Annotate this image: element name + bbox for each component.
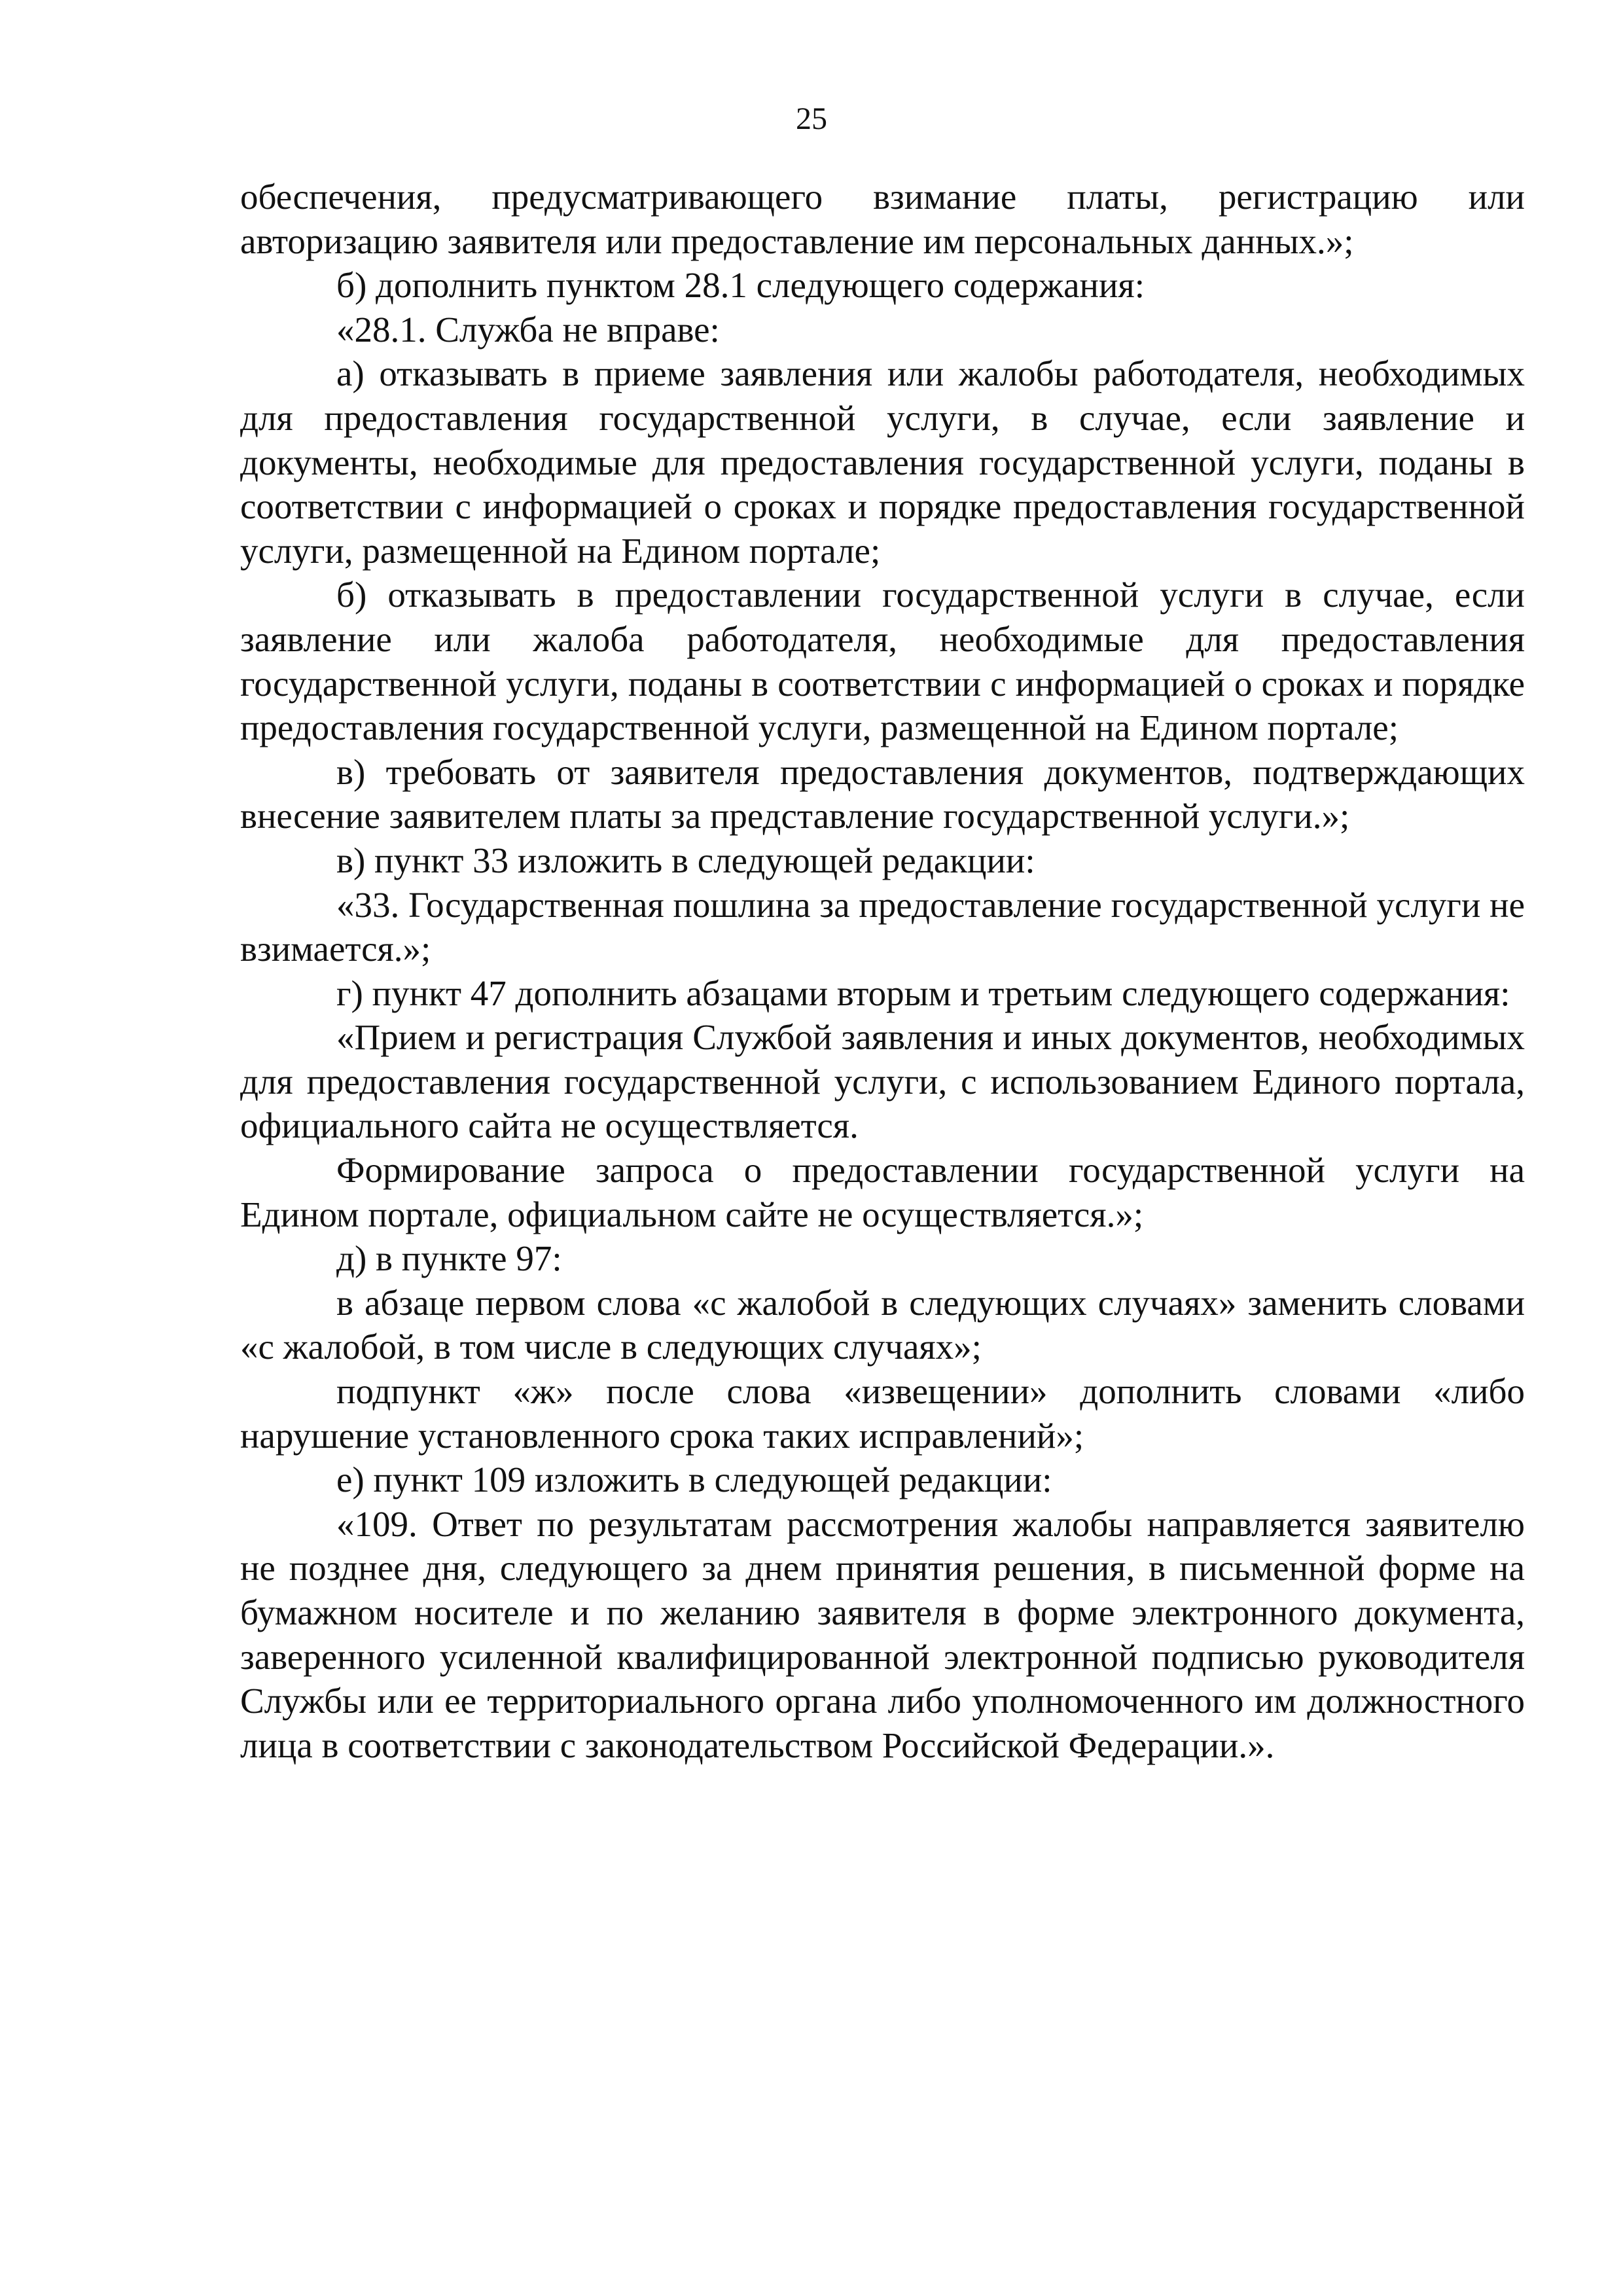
page-number: 25 xyxy=(796,101,827,136)
paragraph: в абзаце первом слова «с жалобой в следующих случаях» заменить словами «с жалобой, в том числе в следующих случаях»; xyxy=(240,1282,1525,1367)
paragraph: обеспечения, предусматривающего взимание платы, регистрацию или авторизацию заявителя или предоставление им персональных данных.»; xyxy=(240,177,1525,261)
paragraph: г) пункт 47 дополнить абзацами вторым и третьим следующего содержания: xyxy=(336,973,1510,1013)
paragraph: в) пункт 33 изложить в следующей редакции: xyxy=(336,840,1035,880)
paragraph: е) пункт 109 изложить в следующей редакции: xyxy=(336,1460,1052,1500)
paragraph: а) отказывать в приеме заявления или жалобы работодателя, необходимых для предоставления государственной услуги, в случае, если заявление и документы, необходимые для предоставления государственной услуги, поданы в соответствии с информацией о сроках и порядке предоставления государственной услуги, размещенной на Едином портале; xyxy=(240,353,1525,571)
paragraph: «Прием и регистрация Службой заявления и иных документов, необходимых для предоставления государственной услуги, с использованием Единого портала, официального сайта не осуществляется. xyxy=(240,1017,1525,1146)
document-body xyxy=(240,175,1525,1767)
paragraph: «33. Государственная пошлина за предоставление государственной услуги не взимается.»; xyxy=(240,884,1525,969)
paragraph: д) в пункте 97: xyxy=(336,1238,562,1279)
paragraph: б) дополнить пунктом 28.1 следующего содержания: xyxy=(336,265,1145,306)
paragraph: «28.1. Служба не вправе: xyxy=(336,309,720,350)
paragraph: б) отказывать в предоставлении государственной услуги в случае, если заявление или жалоба работодателя, необходимые для предоставления государственной услуги, поданы в соответствии с информацией о сроках и порядке предоставления государственной услуги, размещенной на Едином портале; xyxy=(240,575,1525,748)
paragraph: Формирование запроса о предоставлении государственной услуги на Едином портале, официальном сайте не осуществляется.»; xyxy=(240,1150,1525,1234)
paragraph: подпункт «ж» после слова «извещении» дополнить словами «либо нарушение установленного срока таких исправлений»; xyxy=(240,1371,1525,1456)
paragraph: «109. Ответ по результатам рассмотрения жалобы направляется заявителю не позднее дня, следующего за днем принятия решения, в письменной форме на бумажном носителе и по желанию заявителя в форме электронного документа, заверенного усиленной квалифицированной электронной подписью руководителя Службы или ее территориального органа либо уполномоченного им должностного лица в соответствии с законодательством Российской Федерации.». xyxy=(240,1503,1525,1765)
paragraph: в) требовать от заявителя предоставления документов, подтверждающих внесение заявителем платы за представление государственной услуги.»; xyxy=(240,751,1525,836)
